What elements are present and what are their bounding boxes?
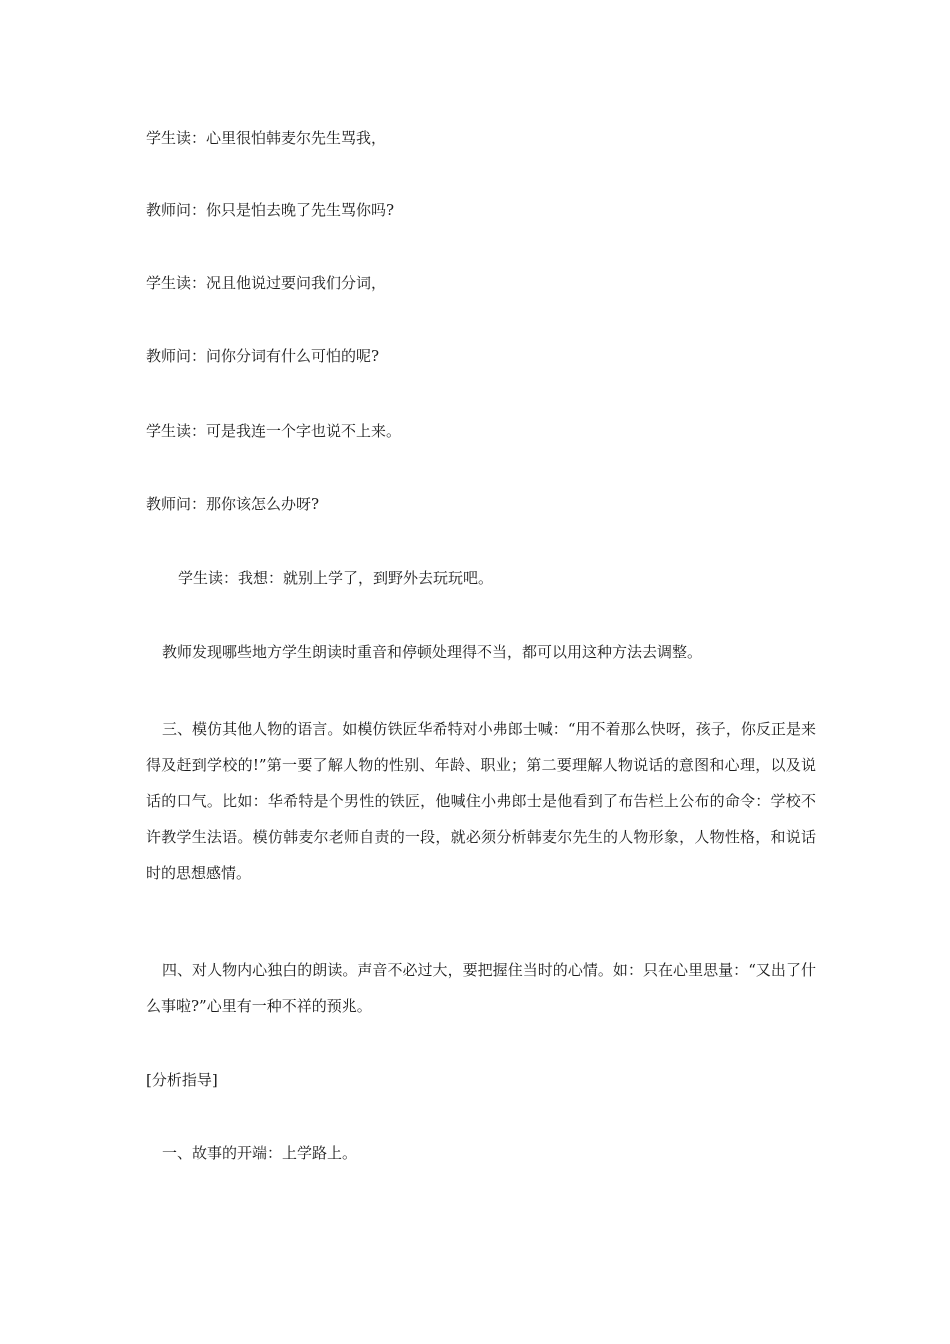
section-three-paragraph: 三、模仿其他人物的语言。如模仿铁匠华希特对小弗郎士喊：“用不着那么快呀，孩子，你反正是来得及赶到学校的!”第一要了解人物的性别、年龄、职业；第二要理解人物说话的意图和心理，以及说话的口气。比如：华希特是个男性的铁匠，他喊住小弗郎士是他看到了布告栏上公布的命令：学校不许教学生法语。模仿韩麦尔老师自责的一段，就必须分析韩麦尔先生的人物形象，人物性格，和说话时的思想感情。: [146, 720, 816, 882]
dialogue-line-5: 学生读：可是我连一个字也说不上来。: [146, 422, 402, 440]
analysis-heading: [分析指导]: [146, 1071, 218, 1089]
dialogue-line-2: 教师问：你只是怕去晚了先生骂你吗?: [146, 201, 395, 219]
dialogue-line-4: 教师问：问你分词有什么可怕的呢?: [146, 347, 380, 365]
dialogue-line-3: 学生读：况且他说过要问我们分词，: [146, 274, 387, 292]
note-paragraph: 教师发现哪些地方学生朗读时重音和停顿处理得不当，都可以用这种方法去调整。: [162, 643, 703, 661]
section-one-heading: 一、故事的开端：上学路上。: [162, 1144, 358, 1162]
dialogue-line-6: 教师问：那你该怎么办呀?: [146, 495, 320, 513]
dialogue-line-1: 学生读：心里很怕韩麦尔先生骂我，: [146, 129, 387, 147]
dialogue-line-7: 学生读：我想：就别上学了，到野外去玩玩吧。: [178, 569, 494, 587]
section-four-paragraph: 四、对人物内心独白的朗读。声音不必过大，要把握住当时的心情。如：只在心里思量：“又出了什么事啦?”心里有一种不祥的预兆。: [146, 961, 816, 1015]
